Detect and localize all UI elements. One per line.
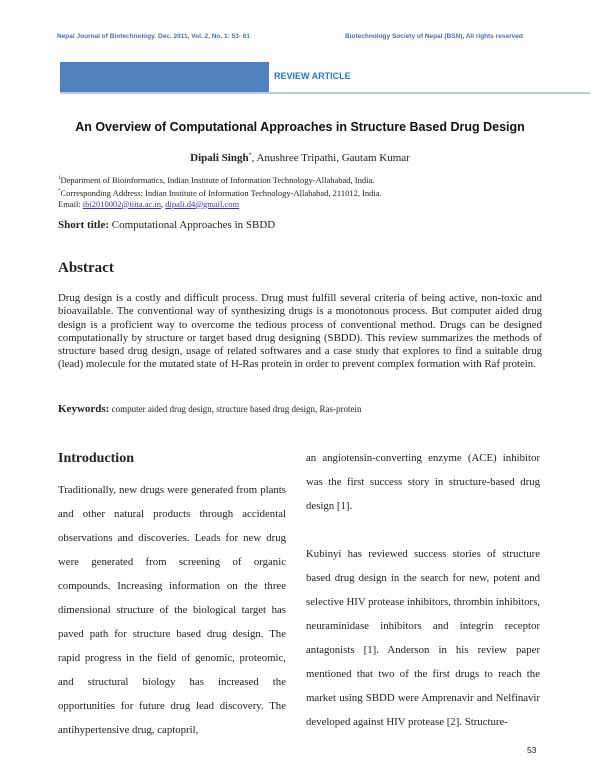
short-title-value: Computational Approaches in SBDD <box>109 219 276 231</box>
header-banner <box>60 62 269 92</box>
department: Department of Bioinformatics, Indian Institute of Information Technology-Allahabad, India. <box>60 174 375 185</box>
short-title-label: Short title: <box>58 219 110 231</box>
email-label: Email: <box>58 198 83 209</box>
affil-mark: 1 <box>58 176 61 181</box>
co-authors: , Anushree Tripathi, Gautam Kumar <box>251 152 410 164</box>
author-list <box>0 152 600 164</box>
affiliations <box>58 173 382 210</box>
email-link-2[interactable]: dipali.d4@gmail.com <box>165 198 240 209</box>
intro-paragraph: Traditionally, new drugs were generated from plants and other natural products through accidental observations and discoveries. Leads for new drug were generated from screening of organic compounds. Increasing information on the three dimensional structure of the biological target has paved path for structure based drug design. The rapid progress in the field of genomic, proteomic, and structural biology has increased the opportunities for future drug lead discovery. The antihypertensive drug, captopril, <box>58 484 286 736</box>
journal-citation: Nepal Journal of Biotechnology. Dec. 2011, Vol. 2, No. 1: 53- 61 <box>57 33 251 40</box>
left-column <box>58 478 286 766</box>
header-rule <box>60 92 590 94</box>
right-column <box>306 446 540 758</box>
article-type: REVIEW ARTICLE <box>274 71 351 81</box>
page-number: 53 <box>527 745 537 755</box>
copyright-notice: Biotechnology Society of Nepal (BSN), All rights reserved <box>345 33 523 40</box>
corresponding-mark: * <box>248 152 252 159</box>
email-separator: , <box>160 198 166 209</box>
keywords-label: Keywords: <box>58 403 110 415</box>
keywords <box>58 403 362 415</box>
email-link-1[interactable]: ibi2010002@iiita.ac.in <box>82 198 161 209</box>
intro-paragraph: an angiotensin-converting enzyme (ACE) inhibitor was the first success story in structure-based drug design [1]. <box>306 452 540 512</box>
corresponding-address: Corresponding Address: Indian Institute of Information Technology-Allahabad, 211012, India. <box>60 187 382 198</box>
intro-paragraph: Kubinyi has reviewed success stories of structure based drug design in the search for new, potent and selective HIV protease inhibitors, thrombin inhibitors, neuraminidase inhibitors and integrin receptor antagonists [1]. Anderson in his review paper mentioned that two of the first drugs to reach the market using SBDD were Amprenavir and Nelfinavir developed against HIV protease [2]. Structure- <box>306 548 540 728</box>
short-title <box>58 219 275 231</box>
abstract-text: Drug design is a costly and difficult process. Drug must fulfill several criteria of being active, non-toxic and bioavailable. The conventional way of synthesizing drugs is a monotonous process. But computer aided drug design is a proficient way to overcome the tedious process of conventional method. Drugs can be designed computationally by structure or target based drug designing (SBDD). This review summarizes the methods of structure based drug design, usage of related softwares and a case study that explores to find a suitable drug (lead) molecule for the mutated state of H-Ras protein in order to prevent complex formation with Raf protein. <box>58 292 542 371</box>
lead-author: Dipali Singh <box>190 152 249 164</box>
introduction-heading: Introduction <box>58 451 134 466</box>
paper-title: An Overview of Computational Approaches in Structure Based Drug Design <box>75 120 525 134</box>
abstract-heading: Abstract <box>58 260 114 276</box>
keywords-value: computer aided drug design, structure based drug design, Ras-protein <box>109 404 362 414</box>
corr-mark: * <box>58 188 61 194</box>
